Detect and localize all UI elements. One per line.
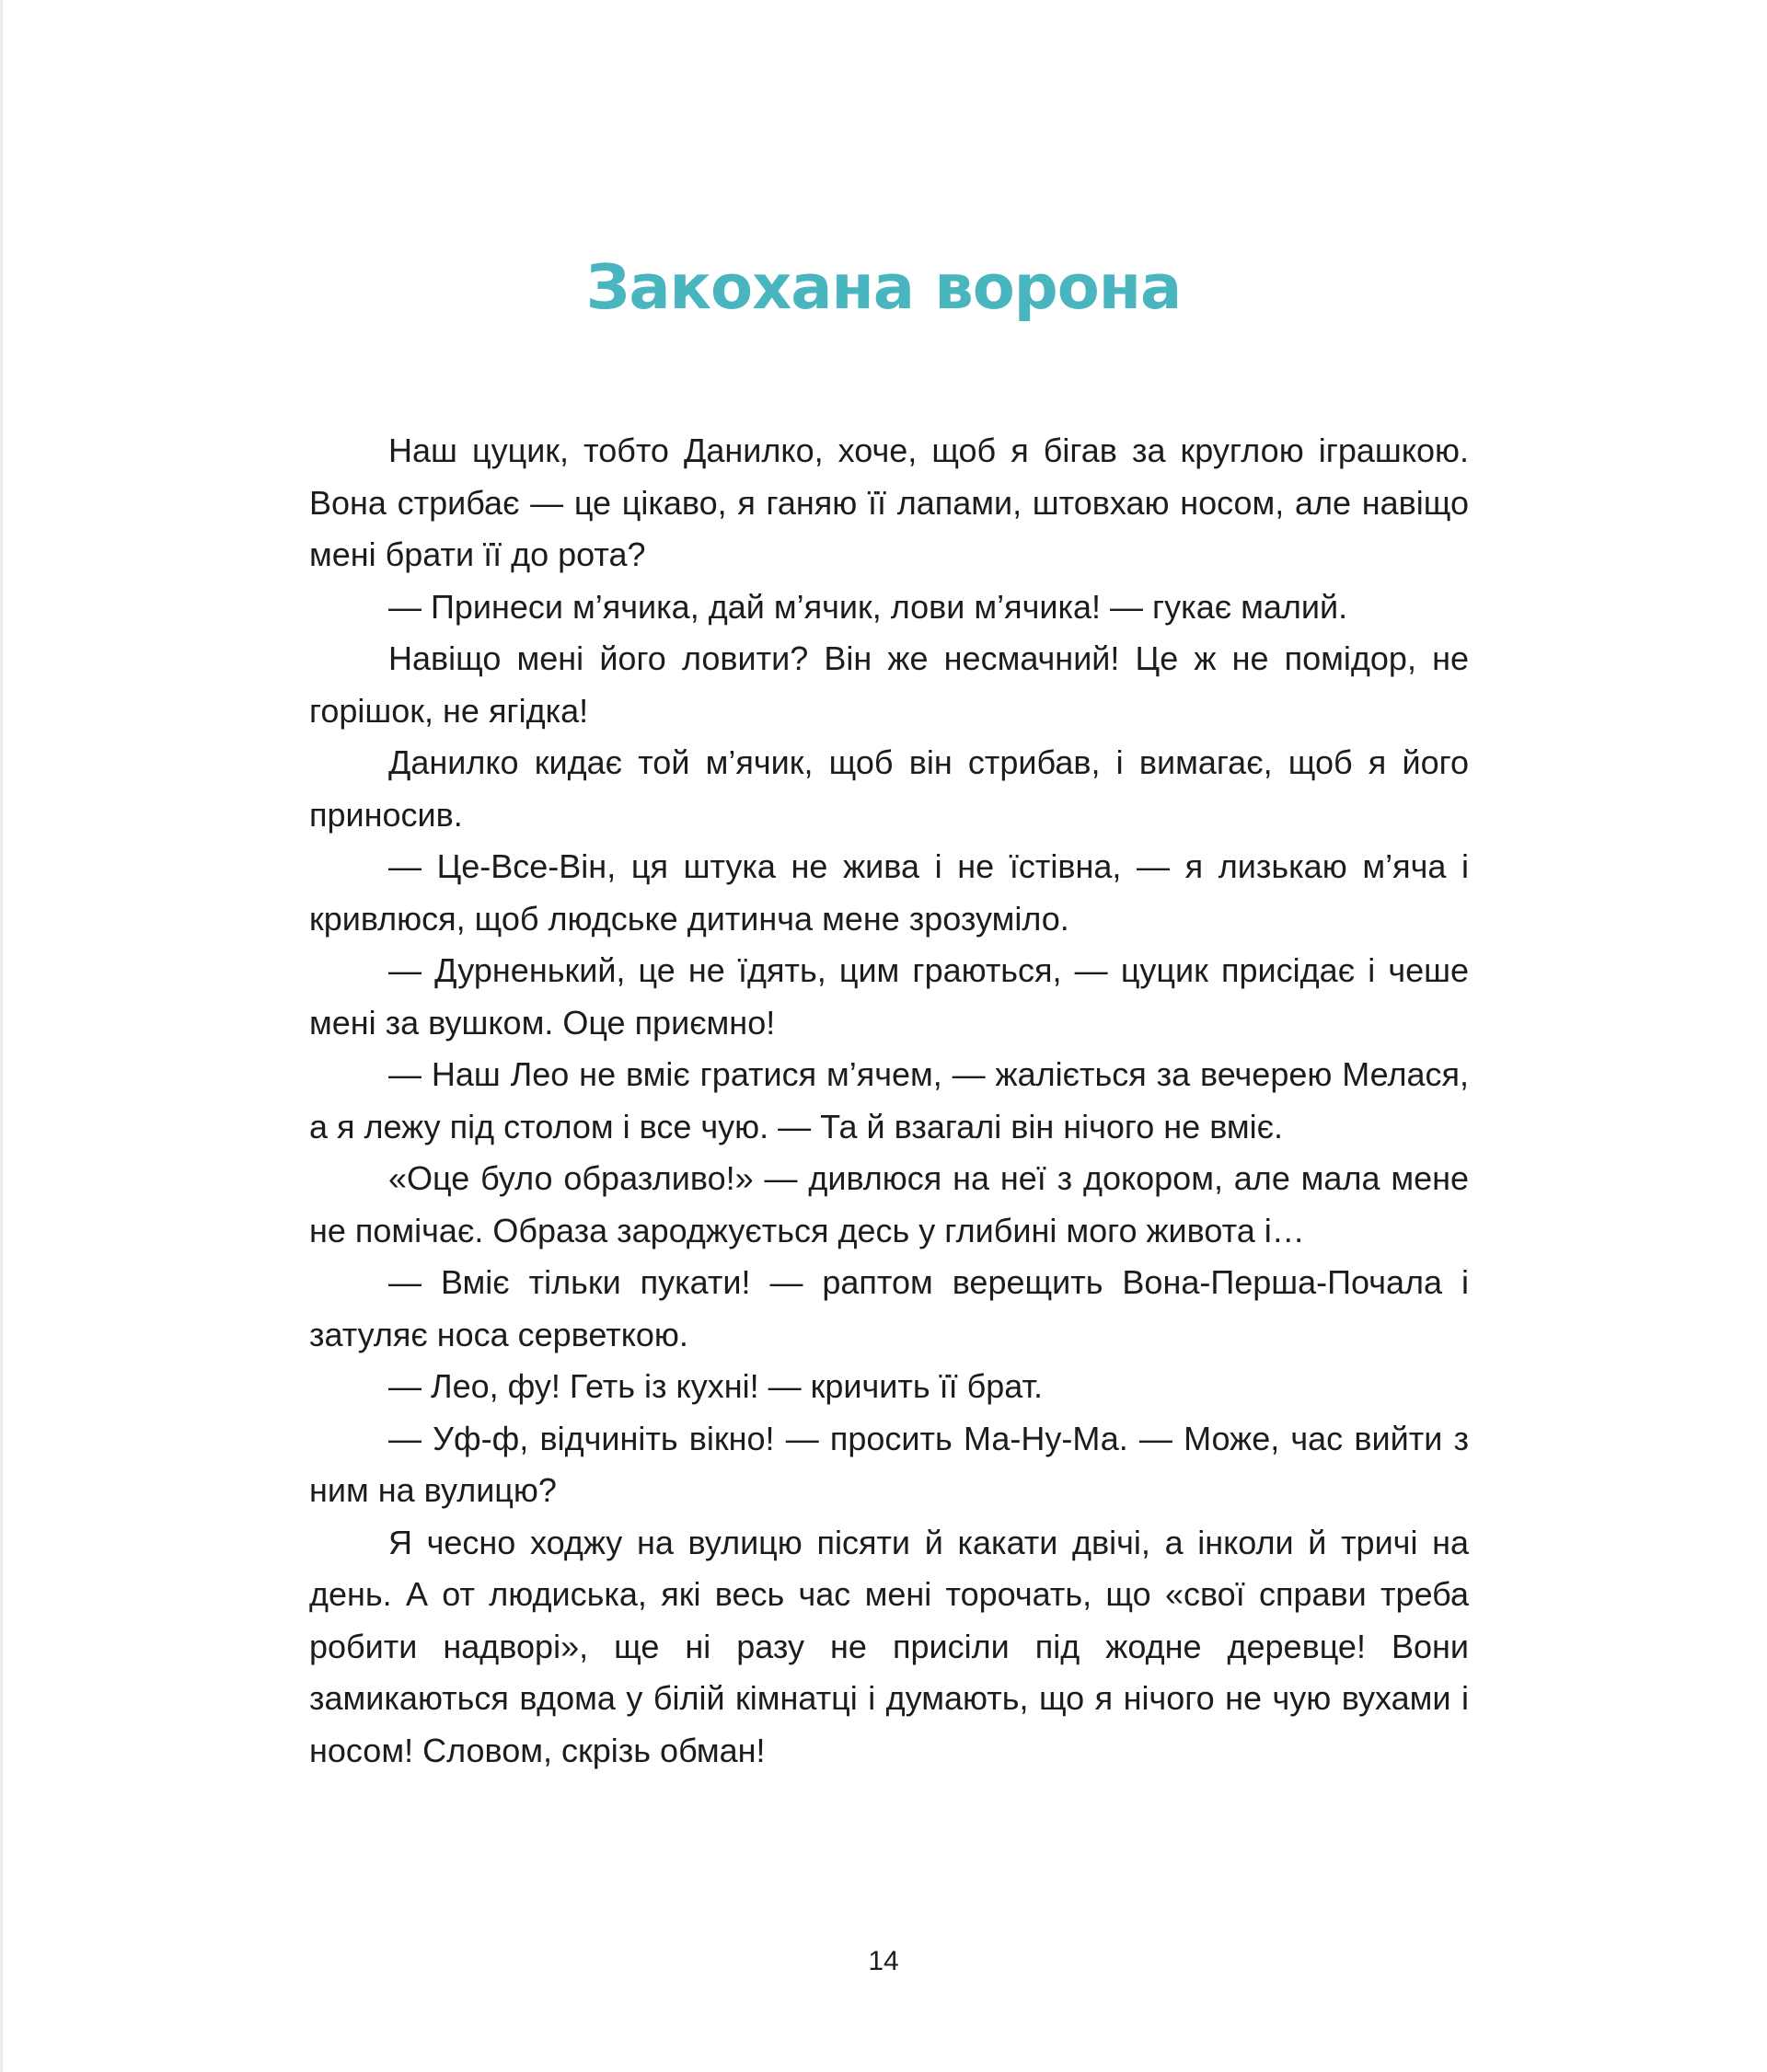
paragraph: Навіщо мені його ловити? Він же несмачний! Це ж не помідор, не горішок, не ягідка! bbox=[309, 639, 1469, 730]
paragraph: — Лео, фу! Геть із кухні! — кричить її брат. bbox=[388, 1367, 1043, 1405]
paragraph: Данилко кидає той м’ячик, щоб він стрибав, і вимагає, щоб я його приносив. bbox=[309, 743, 1469, 834]
body-text bbox=[309, 425, 1469, 1777]
paragraph: — Це-Все-Він, ця штука не жива і не їстівна, — я лизькаю м’яча і кривлюся, щоб людське дитинча мене зрозуміло. bbox=[309, 847, 1469, 938]
paragraph: — Вміє тільки пукати! — раптом верещить Вона-Перша-Почала і затуляє носа серветкою. bbox=[309, 1263, 1469, 1353]
page-number: 14 bbox=[868, 1946, 899, 1976]
paragraph: «Оце було образливо!» — дивлюся на неї з докором, але мала мене не помічає. Образа зароджується десь у глибині мого живота і… bbox=[309, 1159, 1469, 1249]
paragraph: — Принеси м’ячика, дай м’ячик, лови м’ячика! — гукає малий. bbox=[388, 587, 1348, 626]
chapter-title: Закохана ворона bbox=[585, 251, 1182, 323]
paragraph: — Дурненький, це не їдять, цим граються, — цуцик присідає і чеше мені за вушком. Оце приємно! bbox=[309, 951, 1469, 1042]
paragraph: Наш цуцик, тобто Данилко, хоче, щоб я бігав за круглою іграшкою. Вона стрибає — це цікаво, я ганяю її лапами, штовхаю носом, але навіщо мені брати її до рота? bbox=[309, 432, 1469, 573]
paragraph: — Наш Лео не вміє гратися м’ячем, — жаліється за вечерею Мелася, а я лежу під столом і все чую. — Та й взагалі він нічого не вміє. bbox=[309, 1055, 1469, 1145]
paragraph: — Уф-ф, відчиніть вікно! — просить Ма-Ну-Ма. — Може, час вийти з ним на вулицю? bbox=[309, 1419, 1469, 1509]
paragraph: Я чесно ходжу на вулицю пісяти й какати двічі, а інколи й тричі на день. А от людиська, які весь час мені торочать, що «свої справи треба робити надворі», ще ні разу не присіли під жодне деревце! Вони замикаються вдома у білій кімнатці і думають, що я нічого не чую вухами і носом! Словом, скрізь обман! bbox=[309, 1523, 1469, 1769]
